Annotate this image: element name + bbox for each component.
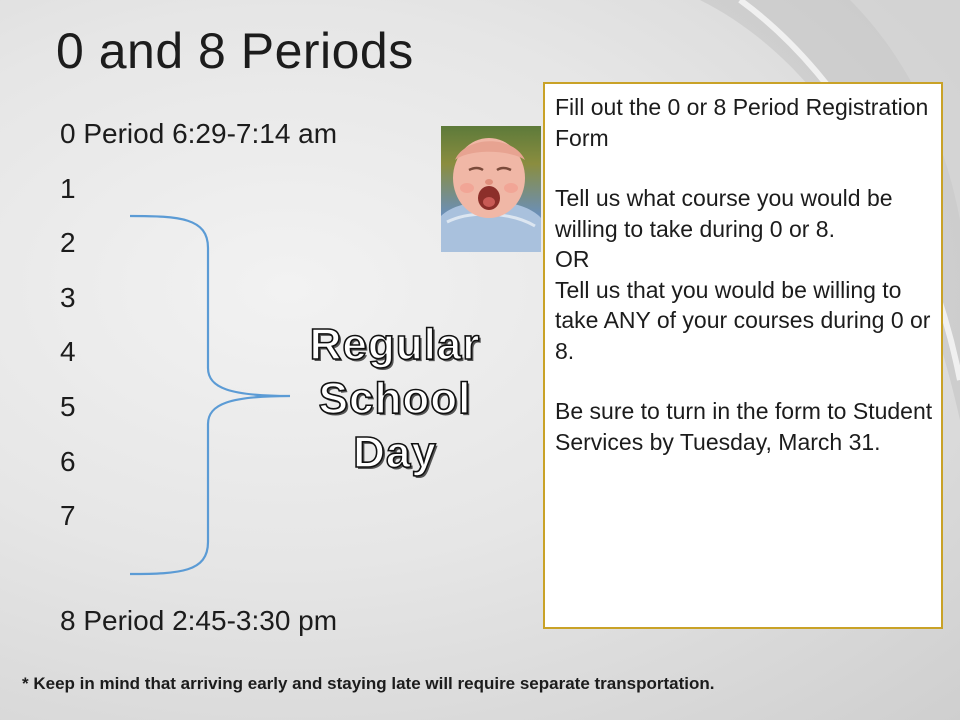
- yawning-baby-photo: [441, 126, 541, 252]
- period-item: 8 Period 2:45-3:30 pm: [60, 604, 338, 636]
- slide-title: 0 and 8 Periods: [56, 23, 414, 79]
- info-line: Fill out the 0 or 8 Period Registration Form: [555, 94, 929, 151]
- period-item: 6: [60, 445, 76, 477]
- period-item: 2: [60, 227, 76, 259]
- period-item: 0 Period 6:29-7:14 am: [60, 118, 338, 149]
- regular-school-day-label: [300, 318, 490, 480]
- info-line: OR: [555, 246, 590, 272]
- period-item: 1: [60, 172, 76, 204]
- label-line: Regular: [309, 320, 481, 369]
- period-item: 5: [60, 390, 76, 422]
- period-item: 7: [60, 500, 76, 532]
- period-item: 4: [60, 336, 76, 368]
- period-item: 3: [60, 281, 76, 313]
- registration-info-box: [543, 82, 943, 629]
- info-spacer: [555, 366, 933, 396]
- label-line: Day: [353, 428, 437, 477]
- info-line: Be sure to turn in the form to Student Services by Tuesday, March 31.: [555, 398, 933, 455]
- label-line: School: [318, 374, 472, 423]
- info-line: Tell us what course you would be willing to take during 0 or 8.: [555, 185, 893, 242]
- info-spacer: [555, 153, 933, 183]
- info-line: Tell us that you would be willing to take ANY of your courses during 0 or 8.: [555, 276, 931, 364]
- baby-illustration: [441, 126, 541, 252]
- transportation-footnote: * Keep in mind that arriving early and staying late will require separate transportation.: [22, 674, 715, 693]
- curly-brace: [120, 208, 300, 582]
